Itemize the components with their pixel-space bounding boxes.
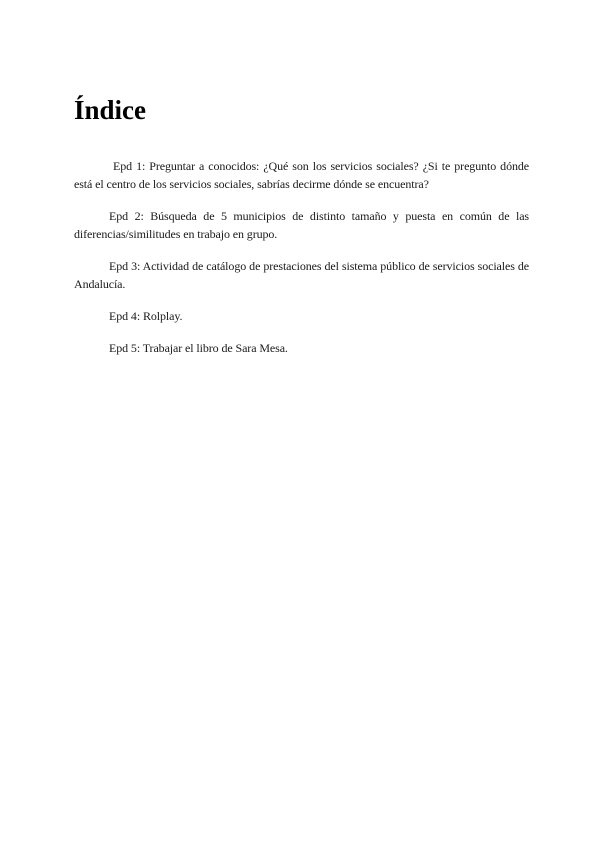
index-entry-epd-1: Epd 1: Preguntar a conocidos: ¿Qué son los servicios sociales? ¿Si te pregunto dónde está el centro de los servicios sociales, sabrías decirme dónde se encuentra? [74, 159, 529, 191]
index-entry-epd-5: Epd 5: Trabajar el libro de Sara Mesa. [109, 341, 288, 355]
index-entry-epd-2: Epd 2: Búsqueda de 5 municipios de distinto tamaño y puesta en común de las diferencias/similitudes en trabajo en grupo. [74, 209, 529, 241]
index-entry-epd-4: Epd 4: Rolplay. [109, 309, 183, 323]
index-list [74, 157, 529, 371]
page-title: Índice [74, 95, 147, 125]
index-entry-epd-3: Epd 3: Actividad de catálogo de prestaciones del sistema público de servicios sociales de Andalucía. [74, 259, 529, 291]
